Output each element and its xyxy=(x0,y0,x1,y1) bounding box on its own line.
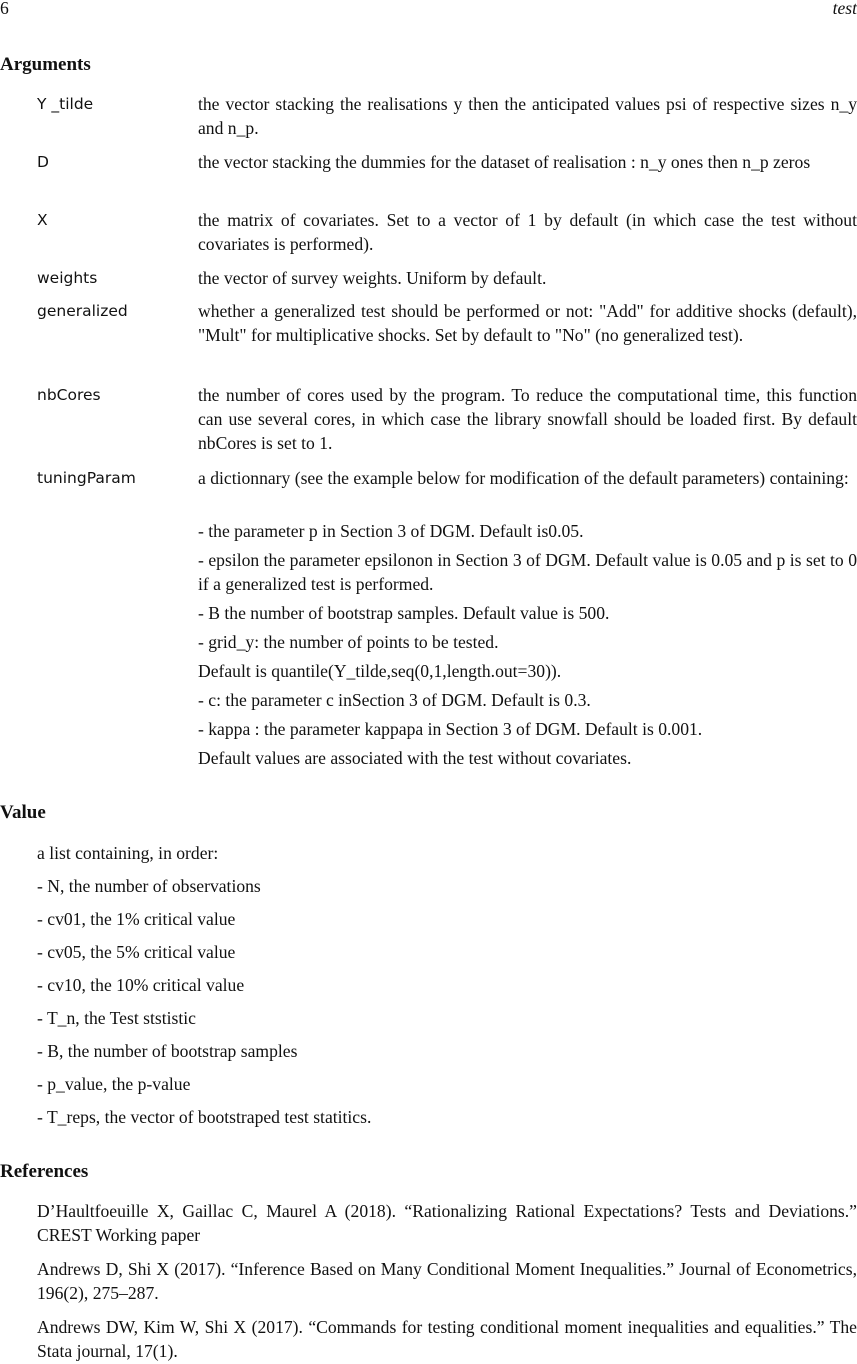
section-heading-arguments: Arguments xyxy=(0,54,91,75)
tuning-param-detail: - c: the parameter c inSection 3 of DGM. Default is 0.3. xyxy=(198,690,591,710)
running-title: test xyxy=(832,0,857,18)
section-heading-value: Value xyxy=(0,802,46,823)
section-heading-references: References xyxy=(0,1161,89,1182)
argument-name: Y _tilde xyxy=(37,95,94,113)
argument-name: X xyxy=(37,211,48,229)
argument-name: nbCores xyxy=(37,386,101,404)
argument-name: tuningParam xyxy=(37,469,136,487)
argument-name: generalized xyxy=(37,302,128,320)
argument-description: the vector stacking the dummies for the dataset of realisation : n_y ones then n_p zeros xyxy=(198,152,811,172)
reference-entry: D’Haultfoeuille X, Gaillac C, Maurel A (2018). “Rationalizing Rational Expectations? Tests and Deviations.” CREST Working paper xyxy=(37,1201,857,1245)
value-item: a list containing, in order: xyxy=(37,843,219,863)
argument-description: the matrix of covariates. Set to a vector of 1 by default (in which case the test without covariates is performed). xyxy=(198,210,857,254)
value-item: - T_reps, the vector of bootstraped test statitics. xyxy=(37,1107,372,1127)
argument-description: the vector of survey weights. Uniform by default. xyxy=(198,268,547,288)
value-item: - p_value, the p-value xyxy=(37,1074,191,1094)
value-item: - B, the number of bootstrap samples xyxy=(37,1041,298,1061)
tuning-param-detail: Default values are associated with the test without covariates. xyxy=(198,748,632,768)
argument-description: whether a generalized test should be performed or not: "Add" for additive shocks (default), "Mult" for multiplicative shocks. Set by default to "No" (no generalized test). xyxy=(198,301,857,345)
argument-name: weights xyxy=(37,269,98,287)
value-item: - N, the number of observations xyxy=(37,876,261,896)
tuning-param-detail: - B the number of bootstrap samples. Default value is 500. xyxy=(198,603,610,623)
reference-entry: Andrews D, Shi X (2017). “Inference Based on Many Conditional Moment Inequalities.” Journal of Econometrics, 196(2), 275–287. xyxy=(37,1259,857,1303)
tuning-param-detail: - kappa : the parameter kappapa in Section 3 of DGM. Default is 0.001. xyxy=(198,719,703,739)
value-item: - T_n, the Test ststistic xyxy=(37,1008,196,1028)
tuning-param-detail: Default is quantile(Y_tilde,seq(0,1,length.out=30)). xyxy=(198,661,562,681)
tuning-param-detail: - the parameter p in Section 3 of DGM. Default is0.05. xyxy=(198,521,584,541)
argument-description: the vector stacking the realisations y then the anticipated values psi of respective sizes n_y and n_p. xyxy=(198,94,857,138)
reference-entry: Andrews DW, Kim W, Shi X (2017). “Commands for testing conditional moment inequalities and equalities.” The Stata journal, 17(1). xyxy=(37,1317,857,1361)
value-item: - cv05, the 5% critical value xyxy=(37,942,236,962)
tuning-param-detail: - grid_y: the number of points to be tested. xyxy=(198,632,499,652)
value-item: - cv10, the 10% critical value xyxy=(37,975,245,995)
argument-name: D xyxy=(37,153,49,171)
value-item: - cv01, the 1% critical value xyxy=(37,909,236,929)
page-number: 6 xyxy=(0,0,9,18)
tuning-param-detail: - epsilon the parameter epsilonon in Section 3 of DGM. Default value is 0.05 and p is set to 0 if a generalized test is performed. xyxy=(198,550,857,594)
argument-description: a dictionnary (see the example below for modification of the default parameters) containing: xyxy=(198,468,849,488)
argument-description: the number of cores used by the program. To reduce the computational time, this function can use several cores, in which case the library snowfall should be loaded first. By default nbCores is set to 1. xyxy=(198,385,857,453)
